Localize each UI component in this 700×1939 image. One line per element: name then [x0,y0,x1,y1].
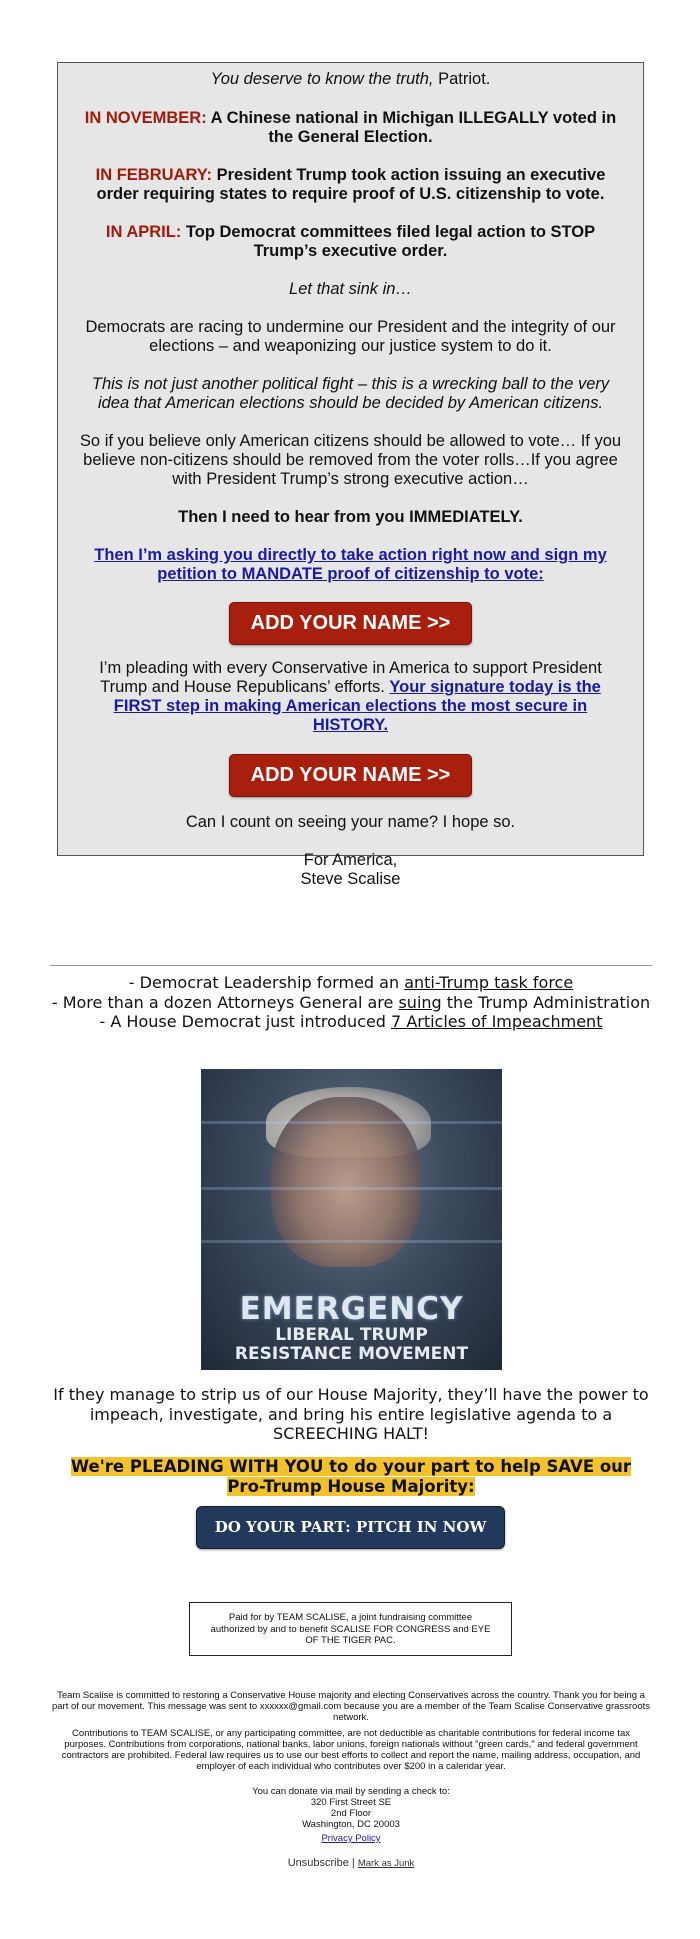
pleading-text: I’m pleading with every Conservative in America to support President Trump and House Republicans’ efforts. [99,659,602,696]
glitch-line [201,1240,502,1243]
hero-subline-2: RESISTANCE MOVEMENT [234,1344,469,1364]
april-text: Top Democrat committees filed legal action to STOP Trump’s executive order. [181,223,596,260]
majority-paragraph: If they manage to strip us of our House Majority, they’ll have the power to impeach, investigate, and bring his entire legislative agenda to a SCREECHING HALT! [53,1385,649,1443]
mark-as-junk-link[interactable]: Mark as Junk [357,1858,415,1869]
pleading-paragraph [76,659,625,735]
add-name-button-1[interactable]: ADD YOUR NAME >> [229,602,472,645]
add-name-button-2[interactable]: ADD YOUR NAME >> [229,754,472,797]
february-text: President Trump took action issuing an executive order requiring states to require proof of U.S. citizenship to vote. [96,166,606,203]
sink-in-line: Let that sink in… [289,280,412,298]
bullet-task-force [50,973,652,993]
unsubscribe-link[interactable]: Unsubscribe [287,1857,349,1869]
bullet-2-suffix: the Trump Administration [441,992,651,1012]
pitch-in-button[interactable]: DO YOUR PART: PITCH IN NOW [196,1506,505,1549]
address-line-1: 320 First Street SE [310,1797,392,1808]
privacy-row [50,1833,652,1844]
privacy-policy-link[interactable]: Privacy Policy [321,1833,381,1844]
task-force-link[interactable]: anti-Trump task force [404,973,574,992]
november-paragraph [76,109,625,147]
signature-link[interactable]: Your signature today is the FIRST step in making American elections the most secure in HISTORY. [113,678,601,734]
glitch-line [201,1187,502,1190]
paid-for-box: Paid for by TEAM SCALISE, a joint fundraising committee authorized by and to benefit SCALISE FOR CONGRESS and EYE OF THE TIGER PAC. [189,1602,512,1656]
hero-subline-1: LIBERAL TRUMP [275,1325,428,1345]
february-label: IN FEBRUARY: [95,166,213,184]
racing-paragraph: Democrats are racing to undermine our President and the integrity of our elections – and weaponizing our justice system to do it. [85,318,616,355]
plead-paragraph [50,1457,652,1497]
november-text: A Chinese national in Michigan ILLEGALLY voted in the General Election. [206,109,617,146]
sign-off-block [76,851,625,889]
wrecking-ball-paragraph: This is not just another political fight – this is a wrecking ball to the very idea that American elections should be decided by American citizens. [91,375,610,412]
footer-mail [50,1786,652,1830]
mail-intro: You can donate via mail by sending a check to: [252,1786,450,1797]
bullet-1-text: - Democrat Leadership formed an [128,973,405,992]
hero-subline [201,1326,502,1364]
plead-highlight: We're PLEADING WITH YOU to do your part to help SAVE our Pro-Trump House Majority: [70,1457,632,1496]
bullet-impeachment [50,1012,652,1032]
greeting-name: Patriot. [433,70,491,88]
section-divider [50,965,652,966]
bullet-2-text: - More than a dozen Attorneys General are [51,992,399,1012]
bullet-attorneys-general [50,993,652,1013]
greeting [76,70,625,89]
footer-contributions: Contributions to TEAM SCALISE, or any participating committee, are not deductible as charitable contributions for federal income tax purposes. Contributions from corporations, national banks, labor unions, foreign nationals without "green cards," and federal government contractors are prohibited. Federal law requires us to use our best efforts to collect and report the name, mailing address, occupation, and employer of each individual who contributes over $200 in a calendar year. [61,1728,641,1772]
sign-off: For America, [303,851,398,869]
greeting-lead: You deserve to know the truth, [210,70,434,88]
letter-panel [57,62,644,888]
suing-link[interactable]: suing [398,992,442,1012]
signer-name: Steve Scalise [300,870,401,888]
footer-committed: Team Scalise is committed to restoring a Conservative House majority and electing Conservatives across the country. Thank you for being a part of our movement. This message was sent to xxxxxx@gmail.com because you are a member of the Team Scalise Conservative grassroots network. [51,1690,651,1723]
bullet-list [50,973,652,1032]
hero-headline: EMERGENCY [239,1291,464,1327]
november-label: IN NOVEMBER: [84,109,207,127]
believe-paragraph: So if you believe only American citizens should be allowed to vote… If you believe non-citizens should be removed from the voter rolls…If you agree with President Trump’s strong executive action… [79,432,622,488]
april-paragraph [76,223,625,261]
petition-paragraph [76,546,625,584]
impeachment-link[interactable]: 7 Articles of Impeachment [391,1012,603,1031]
emergency-hero-image[interactable] [201,1069,502,1370]
link-separator: | [348,1857,358,1869]
address-line-2: 2nd Floor [330,1808,372,1819]
bullet-3-text: - A House Democrat just introduced [99,1012,392,1031]
hear-from-you-line: Then I need to hear from you IMMEDIATELY. [178,508,523,526]
glitch-line [201,1121,502,1124]
unsubscribe-row [50,1857,652,1869]
petition-link[interactable]: Then I’m asking you directly to take action right now and sign my petition to MANDATE proof of citizenship to vote: [94,546,607,583]
april-label: IN APRIL: [105,223,182,241]
count-on-line: Can I count on seeing your name? I hope so. [185,813,516,831]
february-paragraph [76,166,625,204]
address-line-3: Washington, DC 20003 [302,1819,400,1830]
